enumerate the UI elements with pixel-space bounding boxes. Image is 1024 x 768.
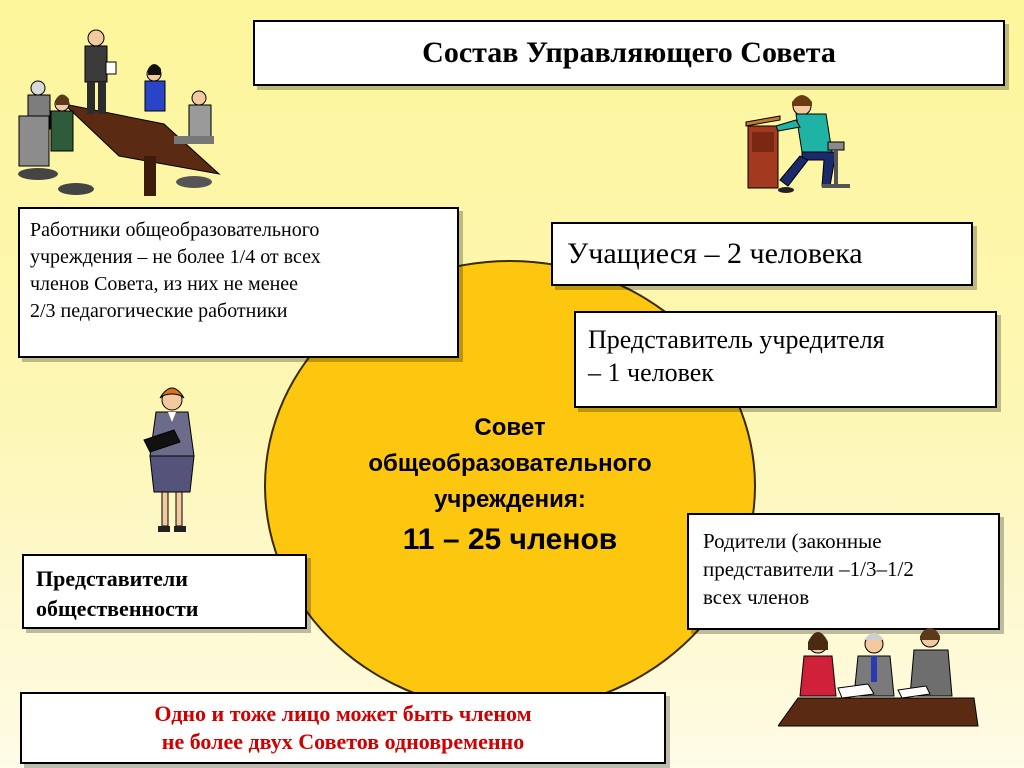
workers-line-1: Работники общеобразовательного bbox=[30, 219, 320, 241]
founder-box bbox=[574, 311, 997, 408]
public-line-1: Представители bbox=[36, 566, 188, 591]
parents-box bbox=[687, 513, 1000, 630]
note-line-1: Одно и тоже лицо может быть членом bbox=[154, 701, 532, 726]
council-line-1: Совет bbox=[474, 414, 546, 441]
students-box: Учащиеся – 2 человека bbox=[551, 222, 973, 286]
workers-line-3: членов Совета, из них не менее bbox=[30, 273, 299, 295]
parents-line-1: Родители (законные bbox=[703, 529, 882, 553]
founder-line-2: – 1 человек bbox=[588, 358, 714, 387]
meeting-table-clipart bbox=[14, 24, 224, 200]
parents-line-3: всех членов bbox=[703, 585, 810, 609]
parents-line-2: представители –1/3–1/2 bbox=[703, 557, 914, 581]
workers-line-2: учреждения – не более 1/4 от всех bbox=[30, 246, 321, 268]
council-member-count: 11 – 25 членов bbox=[402, 523, 618, 556]
council-line-3: учреждения: bbox=[434, 486, 586, 513]
student-desk-clipart bbox=[740, 92, 860, 198]
workers-box bbox=[18, 207, 459, 358]
woman-with-folder-clipart bbox=[134, 386, 210, 540]
founder-line-1: Представитель учредителя bbox=[588, 325, 885, 354]
public-line-2: общественности bbox=[36, 596, 199, 621]
note-line-2: не более двух Советов одновременно bbox=[161, 729, 525, 754]
page-title: Состав Управляющего Совета bbox=[253, 20, 1005, 86]
parents-meeting-clipart bbox=[778, 622, 982, 728]
note-box bbox=[20, 692, 666, 764]
council-label bbox=[300, 410, 720, 558]
public-box bbox=[22, 554, 307, 629]
council-line-2: общеобразовательного bbox=[368, 450, 652, 477]
workers-line-4: 2/3 педагогические работники bbox=[30, 300, 288, 322]
